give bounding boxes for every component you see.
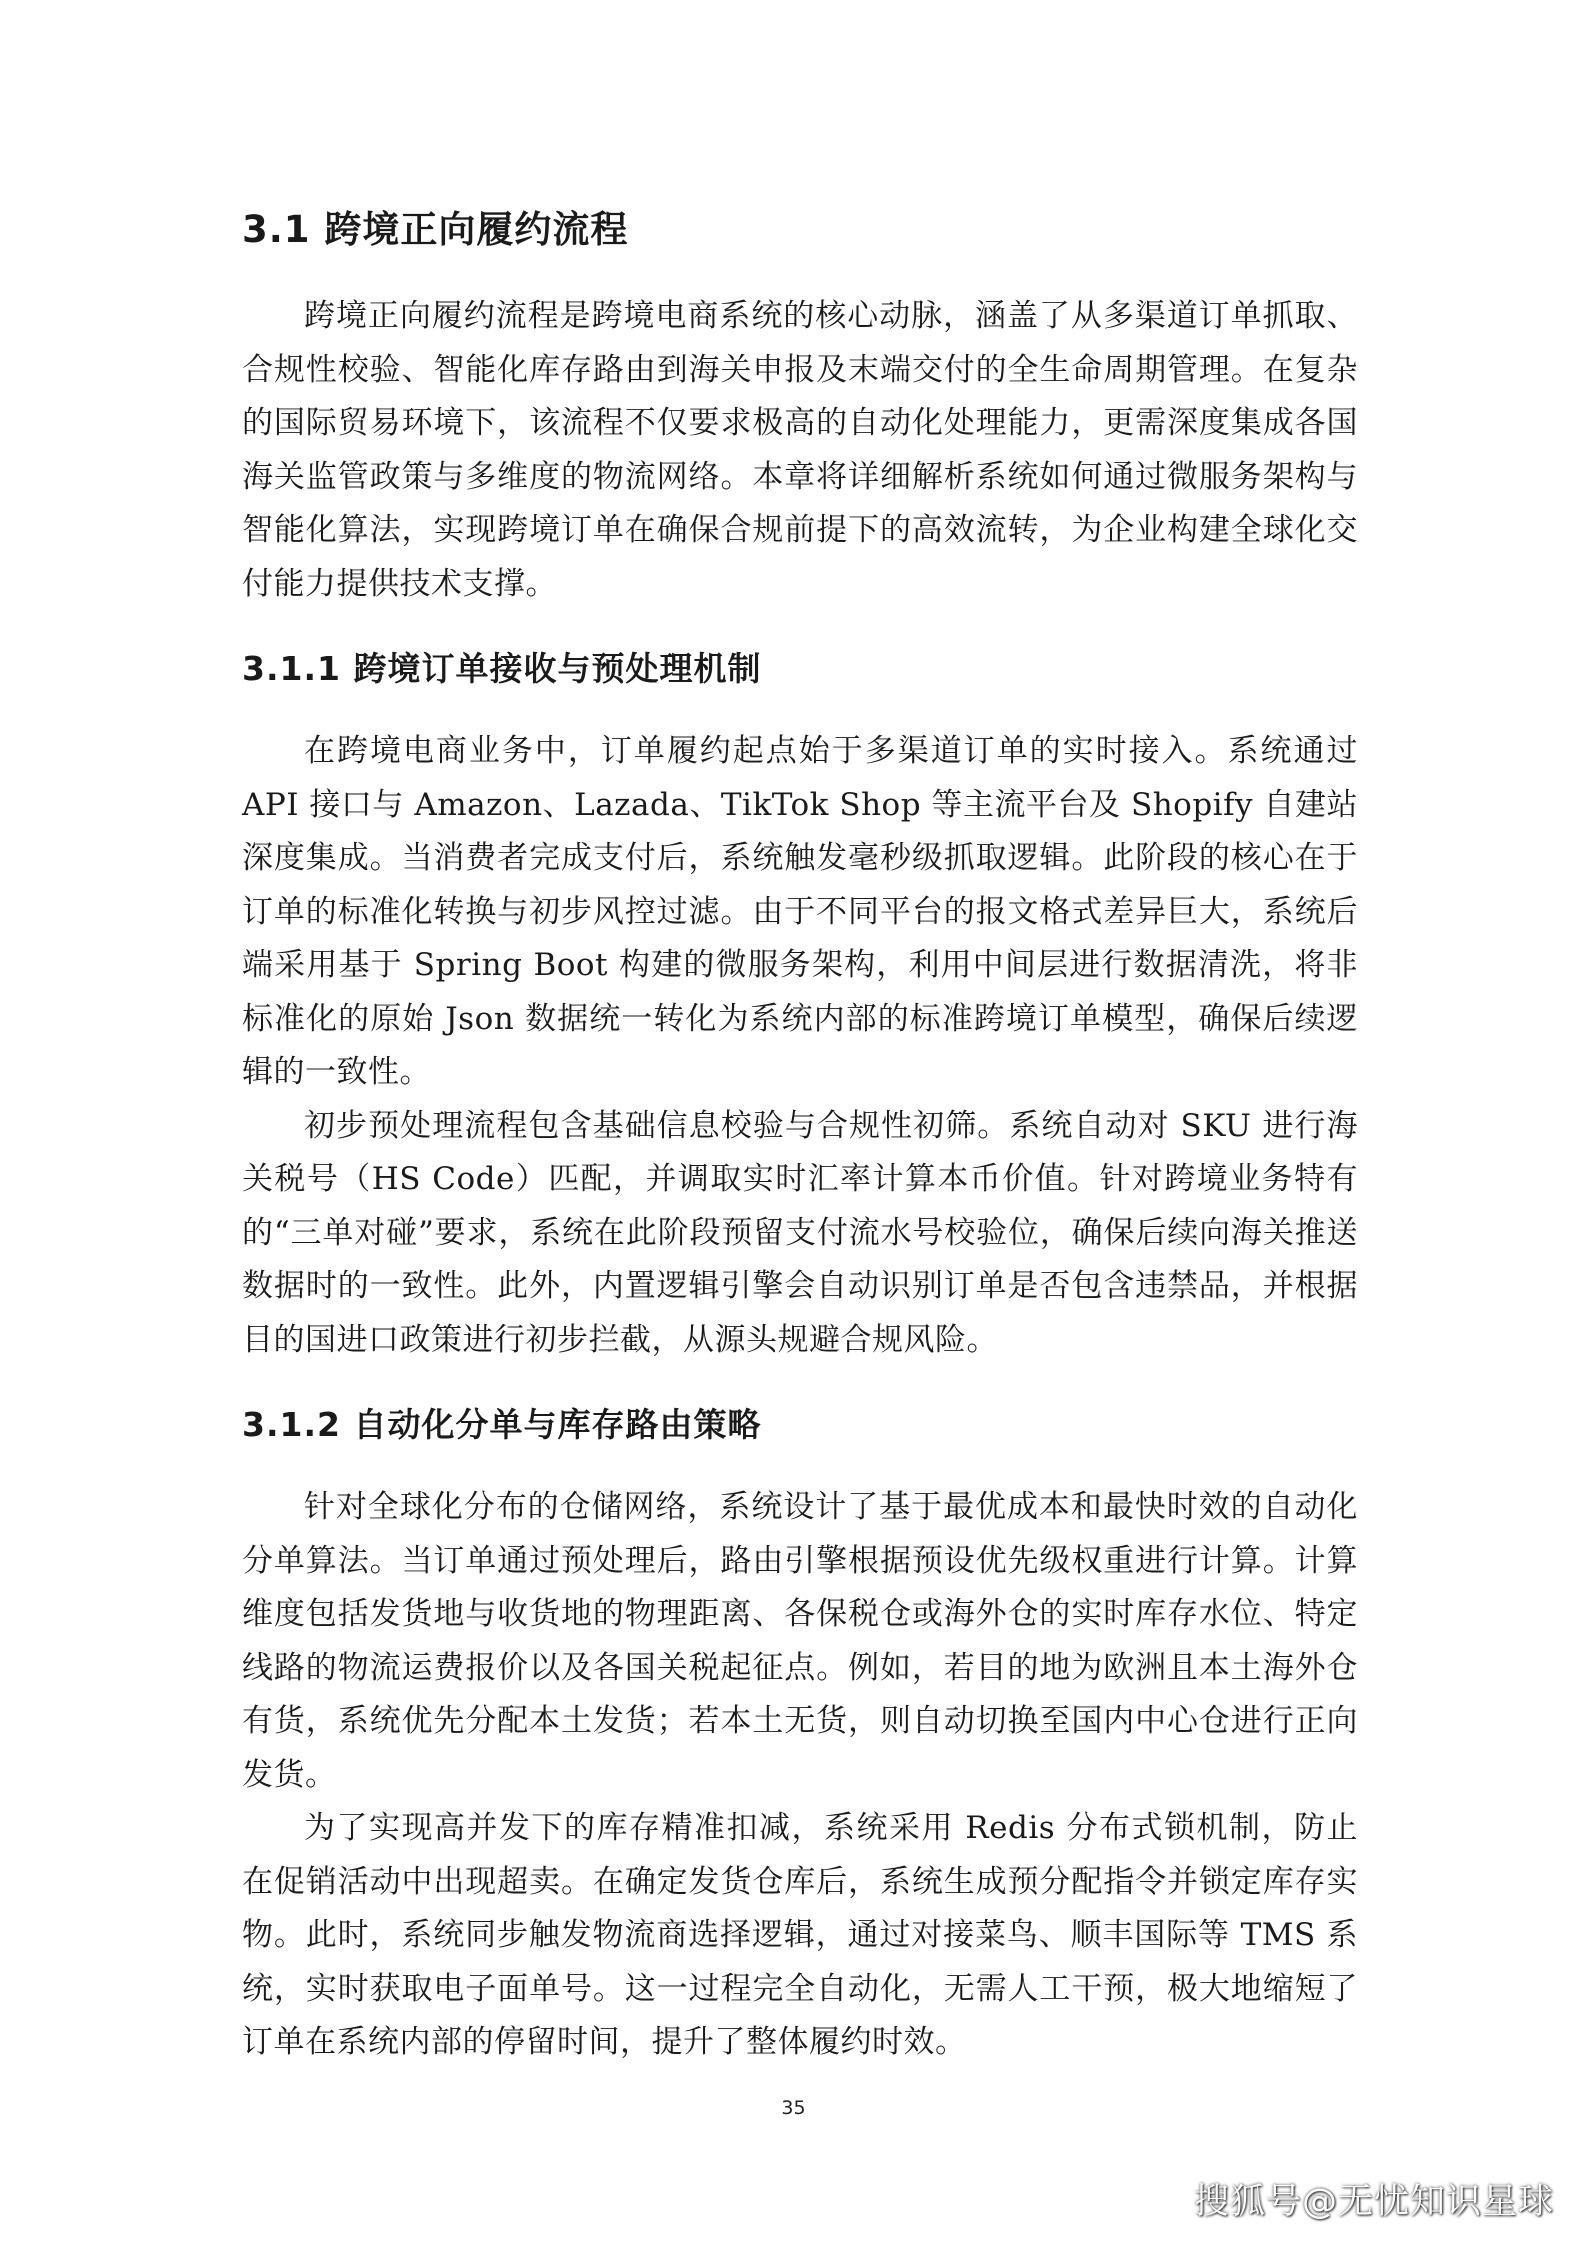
paragraph-3-1-1-a: 在跨境电商业务中，订单履约起点始于多渠道订单的实时接入。系统通过 API 接口与 Amazon、Lazada、TikTok Shop 等主流平台及 Shopify 自建站深度集成。当消费者完成支付后，系统触发毫秒级抓取逻辑。此阶段的核心在于订单的标准化转换与初步风控过滤。由于不同平台的报文格式差异巨大，系统后端采用基于 Spring Boot 构建的微服务架构，利用中间层进行数据清洗，将非标准化的原始 Json 数据统一转化为系统内部的标准跨境订单模型，确保后续逻辑的一致性。	[242, 733, 1358, 1090]
page-number: 35	[781, 2097, 806, 2119]
watermark: 搜狐号@无忧知识星球	[1193, 2182, 1554, 2222]
section-heading: 3.1 跨境正向履约流程	[242, 208, 629, 251]
section-intro-paragraph: 跨境正向履约流程是跨境电商系统的核心动脉，涵盖了从多渠道订单抓取、合规性校验、智能化库存路由到海关申报及末端交付的全生命周期管理。在复杂的国际贸易环境下，该流程不仅要求极高的自动化处理能力，更需深度集成各国海关监管政策与多维度的物流网络。本章将详细解析系统如何通过微服务架构与智能化算法，实现跨境订单在确保合规前提下的高效流转，为企业构建全球化交付能力提供技术支撑。	[242, 298, 1358, 602]
subsection-heading-3-1-2: 3.1.2 自动化分单与库存路由策略	[242, 1405, 762, 1444]
paragraph-3-1-2-b: 为了实现高并发下的库存精准扣减，系统采用 Redis 分布式锁机制，防止在促销活动中出现超卖。在确定发货仓库后，系统生成预分配指令并锁定库存实物。此时，系统同步触发物流商选择逻辑，通过对接菜鸟、顺丰国际等 TMS 系统，实时获取电子面单号。这一过程完全自动化，无需人工干预，极大地缩短了订单在系统内部的停留时间，提升了整体履约时效。	[242, 1810, 1358, 2060]
paragraph-3-1-2-a: 针对全球化分布的仓储网络，系统设计了基于最优成本和最快时效的自动化分单算法。当订单通过预处理后，路由引擎根据预设优先级权重进行计算。计算维度包括发货地与收货地的物理距离、各保税仓或海外仓的实时库存水位、特定线路的物流运费报价以及各国关税起征点。例如，若目的地为欧洲且本土海外仓有货，系统优先分配本土发货；若本土无货，则自动切换至国内中心仓进行正向发货。	[242, 1489, 1358, 1793]
paragraph-3-1-1-b: 初步预处理流程包含基础信息校验与合规性初筛。系统自动对 SKU 进行海关税号（HS Code）匹配，并调取实时汇率计算本币价值。针对跨境业务特有的“三单对碰”要求，系统在此阶段预留支付流水号校验位，确保后续向海关推送数据时的一致性。此外，内置逻辑引擎会自动识别订单是否包含违禁品，并根据目的国进口政策进行初步拦截，从源头规避合规风险。	[242, 1107, 1358, 1358]
subsection-heading-3-1-1: 3.1.1 跨境订单接收与预处理机制	[242, 649, 762, 688]
page-content	[242, 200, 1358, 2070]
